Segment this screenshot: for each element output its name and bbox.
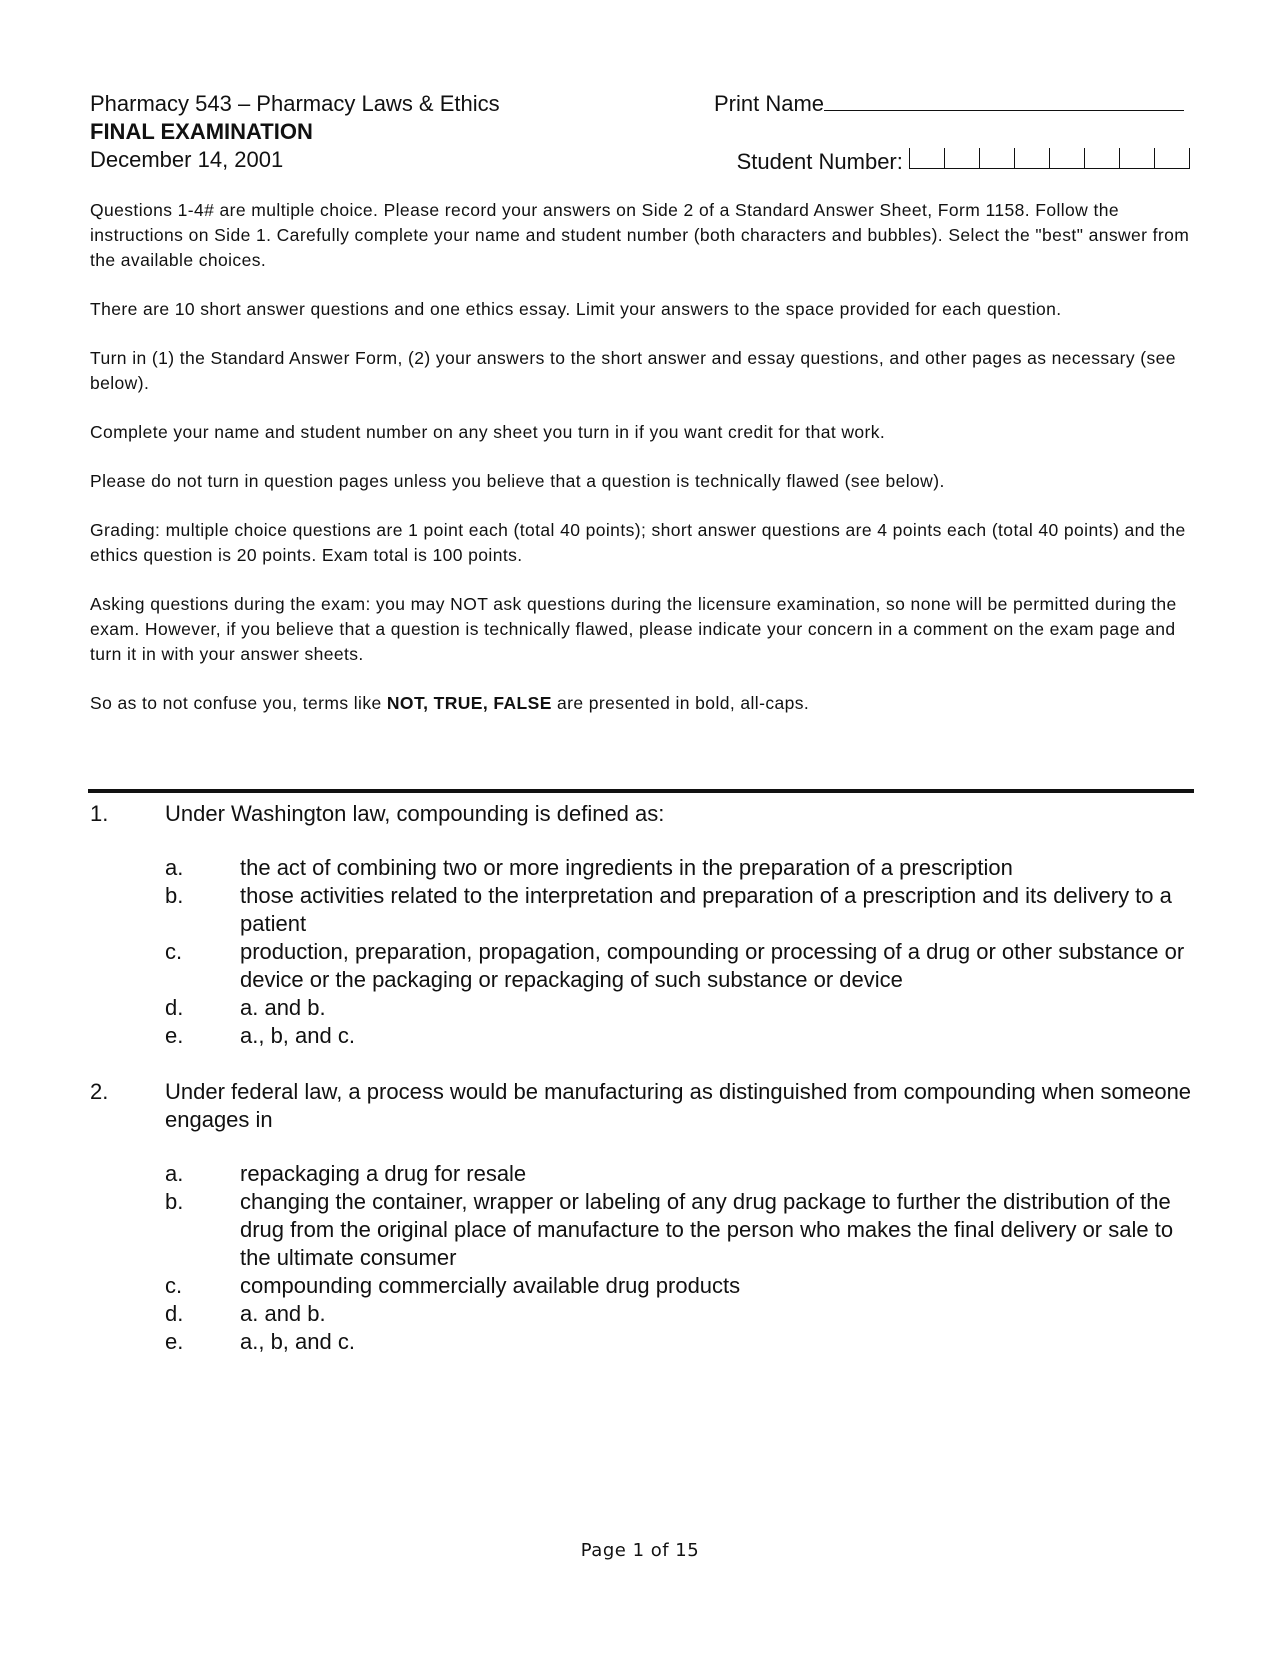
answer-option xyxy=(165,1328,1200,1356)
student-number-digit-box[interactable] xyxy=(1049,148,1084,169)
student-number-digit-box[interactable] xyxy=(1014,148,1049,169)
student-number-digit-box[interactable] xyxy=(1119,148,1154,169)
question-1 xyxy=(90,800,1200,1050)
question-2 xyxy=(90,1078,1200,1356)
option-letter: e. xyxy=(165,1023,184,1048)
question-text: Under federal law, a process would be manufacturing as distinguished from compounding when someone engages in xyxy=(165,1079,1192,1132)
answer-option xyxy=(165,1160,1200,1188)
page-number: Page 1 of 15 xyxy=(580,1540,700,1561)
option-text: repackaging a drug for resale xyxy=(240,1161,527,1186)
instruction-paragraph: Please do not turn in question pages unless you believe that a question is technically flawed (see below). xyxy=(90,471,945,491)
instruction-paragraph xyxy=(90,691,1190,716)
instruction-paragraph: Complete your name and student number on any sheet you turn in if you want credit for that work. xyxy=(90,422,886,442)
student-number-field[interactable] xyxy=(737,148,1190,176)
option-letter: e. xyxy=(165,1329,184,1354)
student-number-digit-box[interactable] xyxy=(1084,148,1119,169)
bold-terms-note: So as to not confuse you, terms like xyxy=(90,693,387,713)
option-text: the act of combining two or more ingredients in the preparation of a prescription xyxy=(240,855,1013,880)
option-text: a., b, and c. xyxy=(240,1023,355,1048)
print-name-blank[interactable] xyxy=(824,90,1184,111)
answer-option xyxy=(165,1300,1200,1328)
option-text: compounding commercially available drug products xyxy=(240,1273,741,1298)
instruction-paragraph: Asking questions during the exam: you may NOT ask questions during the licensure examination, so none will be permitted during the exam. However, if you believe that a question is technically flawed, please indicate your concern in a comment on the exam page and turn it in with your answer sheets. xyxy=(90,594,1177,664)
option-letter: d. xyxy=(165,1301,184,1326)
answer-options xyxy=(165,1160,1200,1356)
bold-terms-note-end: are presented in bold, all-caps. xyxy=(551,693,810,713)
option-text: a. and b. xyxy=(240,995,326,1020)
option-text: a., b, and c. xyxy=(240,1329,355,1354)
student-number-digit-box[interactable] xyxy=(944,148,979,169)
student-number-digit-box[interactable] xyxy=(979,148,1014,169)
option-letter: b. xyxy=(165,883,184,908)
student-number-boxes[interactable] xyxy=(909,148,1190,176)
option-text: a. and b. xyxy=(240,1301,326,1326)
answer-option xyxy=(165,1272,1200,1300)
answer-options xyxy=(165,854,1200,1050)
exam-date: December 14, 2001 xyxy=(90,147,284,172)
instruction-paragraph: There are 10 short answer questions and one ethics essay. Limit your answers to the space provided for each question. xyxy=(90,299,1062,319)
section-divider xyxy=(88,789,1194,793)
option-letter: a. xyxy=(165,1161,184,1186)
option-letter: a. xyxy=(165,855,184,880)
instruction-paragraph: Turn in (1) the Standard Answer Form, (2) your answers to the short answer and essay questions, and other pages as necessary (see below). xyxy=(90,348,1176,393)
answer-option xyxy=(165,1022,1200,1050)
option-letter: c. xyxy=(165,1273,183,1298)
answer-option xyxy=(165,938,1200,994)
option-letter: d. xyxy=(165,995,184,1020)
header-left xyxy=(90,90,500,174)
answer-option xyxy=(165,1188,1200,1272)
instructions xyxy=(90,198,1190,740)
bold-terms: NOT, TRUE, FALSE xyxy=(386,693,552,713)
exam-title: FINAL EXAMINATION xyxy=(90,119,313,144)
question-text: Under Washington law, compounding is defined as: xyxy=(165,801,665,826)
instruction-paragraph: Questions 1-4# are multiple choice. Please record your answers on Side 2 of a Standard Answer Sheet, Form 1158. Follow the instructions on Side 1. Carefully complete your name and student number (both characters and bubbles). Select the "best" answer from the available choices. xyxy=(90,200,1190,270)
option-letter: c. xyxy=(165,939,183,964)
answer-option xyxy=(165,854,1200,882)
print-name-field[interactable] xyxy=(714,90,1184,118)
instruction-paragraph: Grading: multiple choice questions are 1 point each (total 40 points); short answer questions are 4 points each (total 40 points) and the ethics question is 20 points. Exam total is 100 points. xyxy=(90,520,1186,565)
questions xyxy=(90,800,1200,1356)
answer-option xyxy=(165,882,1200,938)
student-number-label: Student Number: xyxy=(736,149,903,174)
question-number: 1. xyxy=(90,801,109,826)
student-number-digit-box[interactable] xyxy=(909,148,944,169)
option-text: production, preparation, propagation, compounding or processing of a drug or other substance or device or the packaging or repackaging of such substance or device xyxy=(240,939,1185,992)
option-letter: b. xyxy=(165,1189,184,1214)
answer-option xyxy=(165,994,1200,1022)
course-title: Pharmacy 543 – Pharmacy Laws & Ethics xyxy=(90,91,500,116)
option-text: changing the container, wrapper or labeling of any drug package to further the distribution of the drug from the original place of manufacture to the person who makes the final delivery or sale to the ultimate consumer xyxy=(240,1189,1174,1270)
print-name-label: Print Name xyxy=(714,91,825,116)
option-text: those activities related to the interpretation and preparation of a prescription and its delivery to a patient xyxy=(240,883,1172,936)
student-number-digit-box[interactable] xyxy=(1154,148,1190,169)
question-number: 2. xyxy=(90,1079,109,1104)
